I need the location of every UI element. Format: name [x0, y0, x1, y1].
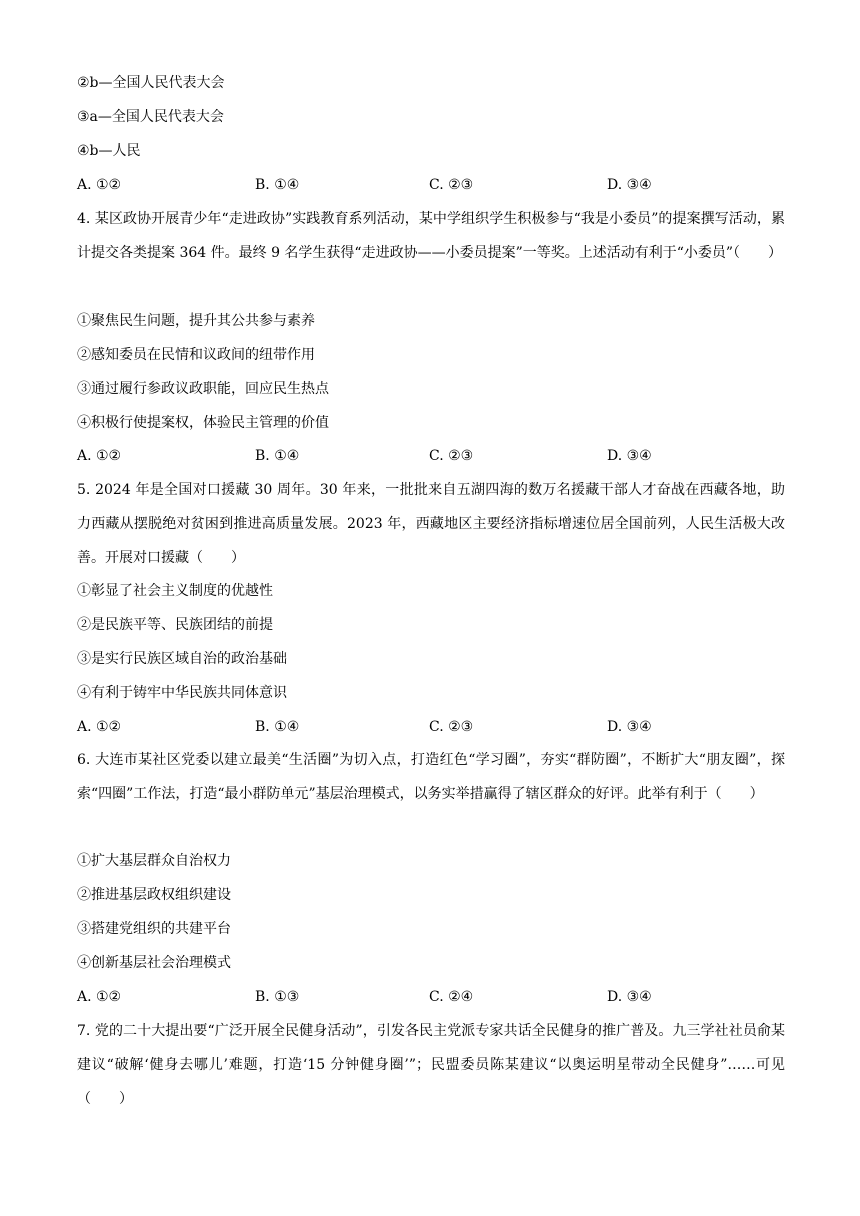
q6-option-1: ①扩大基层群众自治权力 — [77, 853, 231, 869]
q6-option-4: ④创新基层社会治理模式 — [77, 955, 231, 971]
q4-option-1: ①聚焦民生问题，提升其公共参与素养 — [77, 313, 315, 329]
q3-choice-c: C. ②③ — [429, 177, 474, 193]
q7-stem: 7. 党的二十大提出要“广泛开展全民健身活动”，引发各民主党派专家共话全民健身的推广普及。九三学社社员俞某建议“破解‘健身去哪儿’难题，打造‘15 分钟健身圈’”；民盟委员陈某建议“以奥运明星带动全民健身”……可见（ ） — [77, 1023, 785, 1107]
q6-option-3: ③搭建党组织的共建平台 — [77, 921, 231, 937]
q3-option-4: ④b—人民 — [77, 143, 141, 159]
q4-choice-d: D. ③④ — [607, 448, 652, 464]
q6-stem: 6. 大连市某社区党委以建立最美“生活圈”为切入点，打造红色“学习圈”，夯实“群防圈”，不断扩大“朋友圈”，探索“四圈”工作法，打造“最小群防单元”基层治理模式，以务实举措赢得了辖区群众的好评。此举有利于（ ） — [77, 752, 785, 802]
q4-choice-b: B. ①④ — [255, 448, 300, 464]
q4-stem: 4. 某区政协开展青少年“走进政协”实践教育系列活动，某中学组织学生积极参与“我是小委员”的提案撰写活动，累计提交各类提案 364 件。最终 9 名学生获得“走进政协——小委员提案”一等奖。上述活动有利于“小委员”（ ） — [77, 211, 785, 261]
q5-choice-d: D. ③④ — [607, 719, 652, 735]
q4-answer-choices — [77, 447, 777, 465]
q6-choice-b: B. ①③ — [255, 989, 300, 1005]
q5-option-1: ①彰显了社会主义制度的优越性 — [77, 583, 273, 599]
q5-choice-c: C. ②③ — [429, 719, 474, 735]
q3-choice-a: A. ①② — [77, 177, 122, 193]
q4-choice-c: C. ②③ — [429, 448, 474, 464]
q4-option-2: ②感知委员在民情和议政间的纽带作用 — [77, 347, 315, 363]
q3-option-3: ③a—全国人民代表大会 — [77, 109, 224, 125]
q3-option-2: ②b—全国人民代表大会 — [77, 75, 225, 91]
q6-choice-a: A. ①② — [77, 989, 122, 1005]
q4-option-3: ③通过履行参政议政职能，回应民生热点 — [77, 381, 329, 397]
q4-option-4: ④积极行使提案权，体验民主管理的价值 — [77, 415, 329, 431]
q6-option-2: ②推进基层政权组织建设 — [77, 887, 231, 903]
q5-choice-b: B. ①④ — [255, 719, 300, 735]
q5-option-3: ③是实行民族区域自治的政治基础 — [77, 651, 287, 667]
q3-choice-b: B. ①④ — [255, 177, 300, 193]
q6-choice-c: C. ②④ — [429, 989, 474, 1005]
q5-option-4: ④有利于铸牢中华民族共同体意识 — [77, 685, 287, 701]
q3-choice-d: D. ③④ — [607, 177, 652, 193]
q5-option-2: ②是民族平等、民族团结的前提 — [77, 617, 273, 633]
q3-answer-choices — [77, 176, 777, 194]
q6-answer-choices — [77, 988, 777, 1006]
q6-choice-d: D. ③④ — [607, 989, 652, 1005]
q5-choice-a: A. ①② — [77, 719, 122, 735]
q5-stem: 5. 2024 年是全国对口援藏 30 周年。30 年来，一批批来自五湖四海的数万名援藏干部人才奋战在西藏各地，助力西藏从摆脱绝对贫困到推进高质量发展。2023 年，西藏地区主要经济指标增速位居全国前列，人民生活极大改善。开展对口援藏（ ） — [77, 482, 785, 566]
q4-choice-a: A. ①② — [77, 448, 122, 464]
q5-answer-choices — [77, 718, 777, 736]
